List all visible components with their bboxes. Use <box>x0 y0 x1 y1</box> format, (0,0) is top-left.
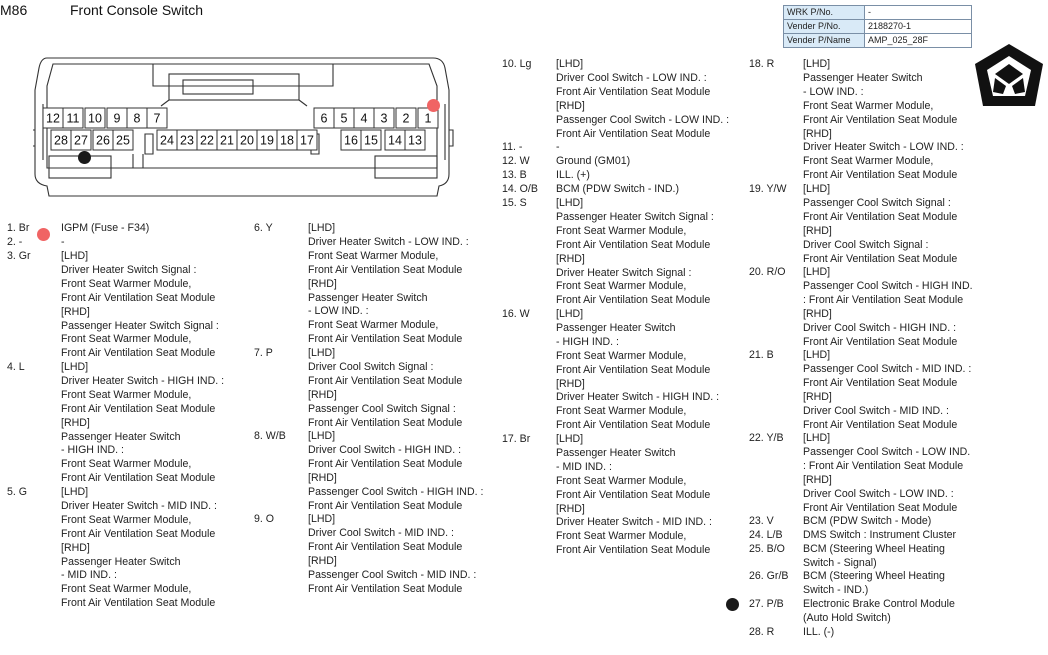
pin-description-line: Driver Heater Switch - HIGH IND. : <box>61 374 225 387</box>
pin-description-line: - LOW IND. : <box>803 85 864 98</box>
pin-id: 12. W <box>502 155 530 167</box>
pin-description-line: Switch - IND.) <box>803 583 869 596</box>
pin-description-line: [LHD] <box>308 430 336 442</box>
connector-pin-label: 8 <box>133 111 141 126</box>
pin-description-line: - LOW IND. : <box>308 305 369 318</box>
connector-pin-label: 25 <box>116 133 130 148</box>
pin-description-line: : Front Air Ventilation Seat Module <box>803 459 964 472</box>
connector-pin-cell <box>43 108 63 128</box>
pin-description-line: [RHD] <box>61 541 90 554</box>
pin-description-line: Driver Heater Switch - LOW IND. : <box>803 141 964 154</box>
pin-description-line: Passenger Cool Switch Signal : <box>308 402 456 415</box>
table-label: WRK P/No. <box>784 6 865 20</box>
pin-description-line: Front Air Ventilation Seat Module <box>556 488 711 501</box>
connector-pin-label: 18 <box>280 133 294 148</box>
connector-pin-cell <box>341 130 361 150</box>
pin-description-line: Driver Heater Switch - MID IND. : <box>556 516 712 529</box>
connector-pin-label: 24 <box>160 133 174 148</box>
pin-description-line: Driver Cool Switch - HIGH IND. : <box>308 443 462 456</box>
table-row <box>784 34 972 48</box>
pin-description-line: Front Air Ventilation Seat Module <box>556 544 711 557</box>
pin-description-line: [LHD] <box>803 58 831 70</box>
pin-description <box>803 598 955 626</box>
pin27-black-marker <box>78 151 91 164</box>
pin-description <box>308 222 469 347</box>
pin-description <box>556 155 630 169</box>
pin-description-line: Front Seat Warmer Module, <box>61 388 192 401</box>
connector-pin-label: 5 <box>340 111 348 126</box>
pin-id: 7. P <box>254 347 273 359</box>
table-value: - <box>865 6 972 20</box>
pin-description-line: [LHD] <box>556 197 584 209</box>
pin-description-line: [LHD] <box>803 432 831 444</box>
pin-description-line: Front Seat Warmer Module, <box>61 458 192 471</box>
pin-description-line: Driver Cool Switch - MID IND. : <box>308 526 454 539</box>
connector-pin-label: 10 <box>88 111 102 126</box>
pin-description-line: [RHD] <box>556 377 585 390</box>
connector-pin-label: 6 <box>320 111 328 126</box>
pin-description <box>61 236 65 250</box>
pin-description <box>556 433 712 558</box>
pin-description-line: - MID IND. : <box>556 460 612 473</box>
pin-description-line: : Front Air Ventilation Seat Module <box>803 293 964 306</box>
pin-description-line: [RHD] <box>556 502 585 515</box>
connector-pin-label: 12 <box>46 111 60 126</box>
pin-description-line: Driver Cool Switch - LOW IND. : <box>556 71 707 84</box>
pin-description-line: [LHD] <box>308 513 336 525</box>
connector-pin-label: 2 <box>402 111 410 126</box>
connector-pin-cell <box>93 130 113 150</box>
pin-id: 14. O/B <box>502 183 538 195</box>
pin-description-line: Front Seat Warmer Module, <box>556 474 687 487</box>
pin-description-line: Front Air Ventilation Seat Module <box>556 419 711 432</box>
connector-pin-cell <box>197 130 217 150</box>
connector-pin-cell <box>297 130 317 150</box>
pin-description-line: Electronic Brake Control Module <box>803 598 955 610</box>
pin-description-line: ILL. (+) <box>556 169 590 181</box>
pin-description-line: Front Seat Warmer Module, <box>308 249 439 262</box>
connector-pin-cell <box>354 108 374 128</box>
pin-description <box>556 169 590 183</box>
pin-description-line: ILL. (-) <box>803 626 835 638</box>
connector-pin-cell <box>177 130 197 150</box>
pin-description-line: [LHD] <box>61 250 89 262</box>
pin-id: 16. W <box>502 308 530 320</box>
pin-description-line: Front Seat Warmer Module, <box>61 277 192 290</box>
pin-description-line: [LHD] <box>308 222 336 234</box>
pin-description-line: Front Seat Warmer Module, <box>308 319 439 332</box>
pin-description <box>803 570 945 598</box>
connector-pin-cell <box>361 130 381 150</box>
pin-description <box>556 183 679 197</box>
pin-description-line: [RHD] <box>803 390 832 403</box>
pin-description-line: Front Air Ventilation Seat Module <box>803 210 958 223</box>
pin-id: 27. P/B <box>749 598 784 610</box>
pin-description-line: Front Air Ventilation Seat Module <box>803 418 958 431</box>
pin-description-line: Passenger Heater Switch <box>61 555 181 568</box>
pin-description-line: [RHD] <box>308 554 337 567</box>
pin-description-line: - MID IND. : <box>61 569 117 582</box>
pin-description-line: Front Air Ventilation Seat Module <box>803 376 958 389</box>
pin-id: 15. S <box>502 197 527 209</box>
pin-description-line: - HIGH IND. : <box>61 444 124 457</box>
pin-description <box>556 141 560 155</box>
connector-pin-label: 7 <box>153 111 161 126</box>
pin-description <box>803 515 931 529</box>
connector-pin-label: 27 <box>74 133 88 148</box>
connector-pin-cell <box>85 108 105 128</box>
pin-description-line: Passenger Cool Switch - LOW IND. : <box>556 113 730 126</box>
connector-pin-cell <box>63 108 83 128</box>
connector-pin-cell <box>277 130 297 150</box>
pin-description <box>556 58 729 141</box>
pin-description-line: [RHD] <box>61 416 90 429</box>
pin-description-line: (Auto Hold Switch) <box>803 611 891 624</box>
pin-description-line: Passenger Cool Switch - MID IND. : <box>308 568 477 581</box>
part-number-table <box>783 5 972 48</box>
pin-description-line: Front Seat Warmer Module, <box>803 99 934 112</box>
pin-description-line: Front Air Ventilation Seat Module <box>308 416 463 429</box>
pin-description-line: BCM (PDW Switch - IND.) <box>556 183 680 195</box>
connector-pin-label: 23 <box>180 133 194 148</box>
page-title: Front Console Switch <box>70 2 204 18</box>
pin-description-line: Front Air Ventilation Seat Module <box>61 291 216 304</box>
pin-description <box>803 543 945 571</box>
connector-pin-cell <box>113 130 133 150</box>
pin-id: 6. Y <box>254 222 273 234</box>
pin-description-line: Passenger Cool Switch Signal : <box>803 196 951 209</box>
pin-description-line: Driver Heater Switch - MID IND. : <box>61 499 217 512</box>
pin-description-line: Front Air Ventilation Seat Module <box>308 457 463 470</box>
pin-description-line: BCM (Steering Wheel Heating <box>803 543 945 555</box>
pin-description-line: Passenger Heater Switch Signal : <box>556 210 714 223</box>
pin-id: 28. R <box>749 626 775 638</box>
pin-description-line: [LHD] <box>556 58 584 70</box>
connector-pin-label: 11 <box>66 111 80 126</box>
pin-description-line: Passenger Cool Switch - HIGH IND. <box>803 279 973 292</box>
pin-description <box>61 361 224 486</box>
pin-description-line: Front Seat Warmer Module, <box>556 405 687 418</box>
pin-description <box>803 183 957 266</box>
pin-description-line: [LHD] <box>803 349 831 361</box>
pin-description-line: Driver Heater Switch - HIGH IND. : <box>556 391 720 404</box>
pin-description-line: Front Air Ventilation Seat Module <box>308 499 463 512</box>
connector-pin-label: 17 <box>300 133 314 148</box>
pin-description <box>803 58 964 183</box>
pin-id: 22. Y/B <box>749 432 784 444</box>
pin-id: 18. R <box>749 58 775 70</box>
connector-pin-label: 15 <box>364 133 378 148</box>
connector-bottom-row <box>51 130 425 150</box>
pin-id: 2. - <box>7 236 23 248</box>
pin-description-line: [RHD] <box>61 305 90 318</box>
pin-description-line: Front Air Ventilation Seat Module <box>308 582 463 595</box>
pin-id: 4. L <box>7 361 25 373</box>
connector-pin-cell <box>71 130 91 150</box>
connector-pin-cell <box>107 108 127 128</box>
pin-id: 1. Br <box>7 222 30 234</box>
pin-description-line: - <box>61 236 65 248</box>
table-value: AMP_025_28F <box>865 34 972 48</box>
connector-pin-cell <box>334 108 354 128</box>
pin-description-line: Front Air Ventilation Seat Module <box>61 472 216 485</box>
pin-id: 25. B/O <box>749 543 785 555</box>
pin-description <box>556 197 714 308</box>
pin-description-line: Front Seat Warmer Module, <box>61 513 192 526</box>
pin-description <box>61 222 149 236</box>
pin-description <box>61 486 217 611</box>
pin-description-line: Passenger Heater Switch <box>803 71 923 84</box>
pin-description-line: Front Air Ventilation Seat Module <box>556 85 711 98</box>
pin-description-line: [LHD] <box>308 347 336 359</box>
pin1-red-marker <box>427 99 440 112</box>
connector-pin-cell <box>147 108 167 128</box>
pin-description-line: Front Seat Warmer Module, <box>556 530 687 543</box>
pin-description-line: [RHD] <box>803 473 832 486</box>
table-label: Vender P/Name <box>784 34 865 48</box>
pin-description-line: Front Air Ventilation Seat Module <box>308 333 463 346</box>
connector-code: M86 <box>0 2 28 18</box>
pin-description-line: [LHD] <box>803 183 831 195</box>
pin-description-line: DMS Switch : Instrument Cluster <box>803 529 957 541</box>
pin-description <box>308 430 483 513</box>
pin-description-line: Front Air Ventilation Seat Module <box>803 501 958 514</box>
pin-description-line: Passenger Heater Switch <box>556 321 676 334</box>
connector-pin-cell <box>237 130 257 150</box>
pin-id: 19. Y/W <box>749 183 787 195</box>
pin-description-line: Driver Heater Switch Signal : <box>61 263 197 276</box>
connector-pin-label: 16 <box>344 133 358 148</box>
pin-description-line: Front Air Ventilation Seat Module <box>61 347 216 360</box>
pin-description-line: Front Air Ventilation Seat Module <box>308 540 463 553</box>
pin-description-line: Passenger Heater Switch Signal : <box>61 319 219 332</box>
connector-pin-label: 19 <box>260 133 274 148</box>
table-label: Vender P/No. <box>784 20 865 34</box>
connector-pin-label: 4 <box>360 111 368 126</box>
pin-description-line: - <box>556 141 560 153</box>
pin-id: 9. O <box>254 513 275 525</box>
pin-description <box>308 513 476 596</box>
pin-description-line: Front Seat Warmer Module, <box>556 349 687 362</box>
pin-description <box>803 432 970 515</box>
pin-description-line: [RHD] <box>308 388 337 401</box>
table-row <box>784 6 972 20</box>
pin-id: 8. W/B <box>254 430 286 442</box>
connector-pin-cell <box>385 130 405 150</box>
pin-description-line: Front Air Ventilation Seat Module <box>61 527 216 540</box>
pin-description-line: Front Seat Warmer Module, <box>556 280 687 293</box>
pin-description-line: BCM (PDW Switch - Mode) <box>803 515 932 527</box>
pin-description-line: [RHD] <box>803 307 832 320</box>
pin-description-line: [LHD] <box>61 361 89 373</box>
connector-pin-label: 22 <box>200 133 214 148</box>
pin-description-line: [RHD] <box>556 99 585 112</box>
pin-description-line: Driver Heater Switch Signal : <box>556 266 692 279</box>
pin-description-line: Driver Cool Switch - MID IND. : <box>803 404 949 417</box>
connector-pin-label: 26 <box>96 133 110 148</box>
connector-diagram <box>33 56 458 206</box>
pin-id: 11. - <box>502 141 523 153</box>
connector-pin-cell <box>396 108 416 128</box>
pin-id: 21. B <box>749 349 774 361</box>
connector-pin-cell <box>157 130 177 150</box>
pin-description <box>803 266 973 349</box>
connector-pin-cell <box>127 108 147 128</box>
pin-id: 26. Gr/B <box>749 570 789 582</box>
connector-pin-cell <box>217 130 237 150</box>
pin-description-line: Passenger Cool Switch - HIGH IND. : <box>308 485 484 498</box>
pin-description-line: Passenger Cool Switch - LOW IND. <box>803 445 971 458</box>
pin-description-line: Driver Cool Switch - HIGH IND. : <box>803 321 957 334</box>
pin-description <box>61 250 219 361</box>
table-value: 2188270-1 <box>865 20 972 34</box>
pin-description-line: Front Air Ventilation Seat Module <box>556 363 711 376</box>
pin-description <box>803 349 971 432</box>
pin-description <box>803 529 956 543</box>
pin-description-line: [RHD] <box>556 252 585 265</box>
pin-description-line: Passenger Heater Switch <box>308 291 428 304</box>
connector-pin-cell <box>51 130 71 150</box>
table-row <box>784 20 972 34</box>
pin-description-line: [LHD] <box>556 308 584 320</box>
pin-description-line: Front Seat Warmer Module, <box>61 583 192 596</box>
pin-id: 20. R/O <box>749 266 786 278</box>
pin27-legend-black-marker <box>726 598 739 611</box>
pin-description-line: [LHD] <box>803 266 831 278</box>
connector-pin-label: 14 <box>388 133 402 148</box>
pin-description-line: [LHD] <box>556 433 584 445</box>
pin-description <box>308 347 462 430</box>
connector-pin-label: 21 <box>220 133 234 148</box>
connector-pin-cell <box>405 130 425 150</box>
pin-description-line: Front Air Ventilation Seat Module <box>308 374 463 387</box>
pin-description-line: Front Air Ventilation Seat Module <box>556 127 711 140</box>
pin-description-line: Front Air Ventilation Seat Module <box>61 402 216 415</box>
pin-description-line: [LHD] <box>61 486 89 498</box>
connector-pin-cell <box>257 130 277 150</box>
pin-description-line: BCM (Steering Wheel Heating <box>803 570 945 582</box>
pin-description-line: Passenger Cool Switch - MID IND. : <box>803 362 972 375</box>
pin1-legend-red-marker <box>37 228 50 241</box>
pin-description-line: Driver Cool Switch Signal : <box>803 238 929 251</box>
pin-description-line: Front Seat Warmer Module, <box>803 155 934 168</box>
pin-id: 24. L/B <box>749 529 783 541</box>
pin-description-line: Front Air Ventilation Seat Module <box>556 294 711 307</box>
pin-description-line: [RHD] <box>803 127 832 140</box>
pin-description-line: Front Air Ventilation Seat Module <box>308 263 463 276</box>
pin-description-line: Front Air Ventilation Seat Module <box>803 169 958 182</box>
pin-description-line: Front Air Ventilation Seat Module <box>803 335 958 348</box>
connector-pin-label: 3 <box>380 111 388 126</box>
pin-id: 17. Br <box>502 433 531 445</box>
pin-description-line: [RHD] <box>308 277 337 290</box>
pin-description-line: Driver Cool Switch Signal : <box>308 360 434 373</box>
connector-pin-cell <box>374 108 394 128</box>
connector-pin-label: 9 <box>113 111 121 126</box>
connector-top-row <box>43 108 438 128</box>
pin-description-line: Front Air Ventilation Seat Module <box>803 113 958 126</box>
pin-description-line: Switch - Signal) <box>803 556 877 569</box>
pin-description-line: [RHD] <box>803 224 832 237</box>
pin-id: 5. G <box>7 486 28 498</box>
pin-id: 10. Lg <box>502 58 532 70</box>
pin-description-line: Driver Cool Switch - LOW IND. : <box>803 487 954 500</box>
pin-description-line: Front Air Ventilation Seat Module <box>61 597 216 610</box>
connector-pin-label: 20 <box>240 133 254 148</box>
connector-pin-label: 28 <box>54 133 68 148</box>
pin-description <box>803 626 834 640</box>
pin-description-line: - HIGH IND. : <box>556 335 619 348</box>
pin-description-line: Front Seat Warmer Module, <box>61 333 192 346</box>
connector-pin-label: 1 <box>424 111 432 126</box>
connector-pin-label: 13 <box>408 133 422 148</box>
pin-description <box>556 308 719 433</box>
pin-description-line: Ground (GM01) <box>556 155 631 167</box>
pin-description-line: Passenger Heater Switch <box>61 430 181 443</box>
connector-pin-cell <box>314 108 334 128</box>
pin-description-line: Front Seat Warmer Module, <box>556 224 687 237</box>
pin-id: 3. Gr <box>7 250 31 262</box>
connector-view-icon <box>973 42 1045 114</box>
pin-id: 13. B <box>502 169 527 181</box>
pin-id: 23. V <box>749 515 774 527</box>
pin-description-line: [RHD] <box>308 471 337 484</box>
pin-description-line: Passenger Heater Switch <box>556 446 676 459</box>
pin-description-line: Front Air Ventilation Seat Module <box>803 252 958 265</box>
pin-description-line: Driver Heater Switch - LOW IND. : <box>308 235 469 248</box>
pin-description-line: IGPM (Fuse - F34) <box>61 222 150 234</box>
pin-description-line: Front Air Ventilation Seat Module <box>556 238 711 251</box>
